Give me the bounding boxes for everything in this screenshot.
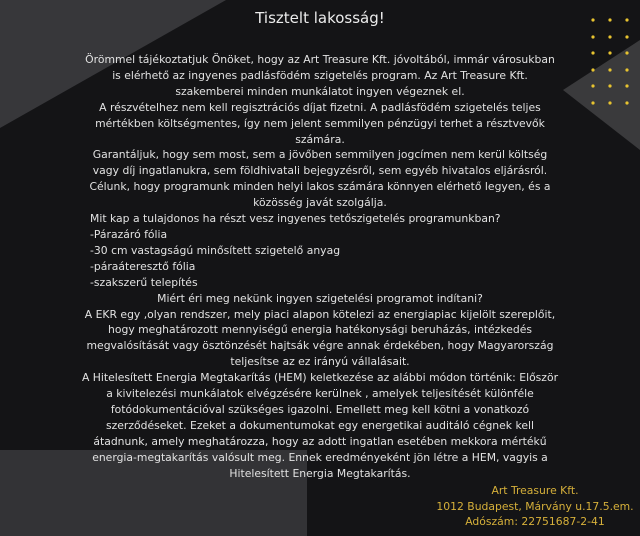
text-line: Örömmel tájékoztatjuk Önöket, hogy az Art Treasure Kft. jóvoltából, immár városukban — [85, 53, 555, 66]
question-line: Mit kap a tulajdonos ha részt vesz ingyenes tetőszigetelés programunkban? — [90, 212, 501, 226]
text-line: teljesítse az ez irányú vállalásait. — [230, 355, 410, 369]
text-line: is elérhető az ingyenes padlásfödém szigetelés program. Az Art Treasure Kft. — [112, 68, 528, 82]
text-line: A részvételhez nem kell regisztrációs díjat fizetni. A padlásfödém szigetelés teljes — [99, 100, 541, 114]
dot — [608, 35, 611, 38]
text-line: Hitelesített Energia Megtakarítás. — [229, 466, 411, 480]
list-item: -páraáteresztő fólia — [90, 259, 196, 273]
text-line: energia-megtakarítás valósult meg. Ennek eredményeként jön létre a HEM, vagyis a — [92, 450, 548, 464]
ekr-paragraph — [0, 307, 640, 371]
company-footer — [435, 483, 635, 530]
text-line: A EKR egy ,olyan rendszer, mely piaci alapon kötelezi az energiapiac kijelölt szereplőit, — [84, 307, 556, 321]
text-line: közösség javát szolgálja. — [253, 196, 387, 210]
letter-body — [0, 52, 640, 481]
list-item: -szakszerű telepítés — [90, 275, 198, 289]
text-line: átadnunk, amely meghatározza, hogy az adott ingatlan esetében mekkora mértékű — [93, 434, 547, 448]
list-item: -Párazáró fólia — [90, 227, 168, 241]
page-title: Tisztelt lakosság! — [255, 9, 385, 27]
intro-paragraph — [0, 52, 640, 211]
text-line: mértékben költségmentes, így nem jelent semmilyen pénzügyi terhet a résztvevők — [95, 116, 545, 130]
text-line: a kivitelezési munkálatok elvégzésére kerülnek , amelyek teljesítését különféle — [106, 387, 534, 401]
company-address: 1012 Budapest, Márvány u.17.5.em. — [436, 499, 634, 513]
text-line: számára. — [295, 132, 345, 146]
text-line: Célunk, hogy programunk minden helyi lakos számára könnyen elérhető legyen, és a — [89, 180, 551, 194]
dot — [591, 35, 594, 38]
list-item: -30 cm vastagságú minősített szigetelő anyag — [90, 243, 341, 257]
text-line: hogy meghatározott mennyiségű energia hatékonysági beruházás, intézkedés — [108, 323, 532, 337]
company-tax-id: Adószám: 22751687-2-41 — [465, 515, 605, 528]
text-line: vagy díj ingatlanukra, sem földhivatali bejegyzésről, sem egyéb hivatalos eljárásról. — [92, 164, 548, 178]
benefit-list — [0, 227, 640, 291]
text-line: fotódokumentációval szükséges igazolni. Emellett meg kell kötni a vonatkozó — [110, 402, 530, 416]
text-line: A Hitelesített Energia Megtakarítás (HEM) keletkezése az alábbi módon történik: Először — [81, 371, 559, 385]
dot — [625, 35, 628, 38]
text-line: Garantáljuk, hogy sem most, sem a jövőben semmilyen jogcímen nem kerül költség — [92, 148, 548, 162]
why-heading: Miért éri meg nekünk ingyen szigetelési programot indítani? — [157, 291, 483, 305]
text-line: szerződéseket. Ezeket a dokumentumokat egy energetikai auditáló cégnek kell — [106, 418, 534, 432]
text-line: szakemberei minden munkálatot ingyen végeznek el. — [175, 84, 465, 98]
company-name: Art Treasure Kft. — [491, 484, 579, 497]
text-line: megvalósítását vagy ösztönzését hajtsák végre annak érdekében, hogy Magyarország — [86, 339, 554, 353]
hem-paragraph — [0, 370, 640, 481]
